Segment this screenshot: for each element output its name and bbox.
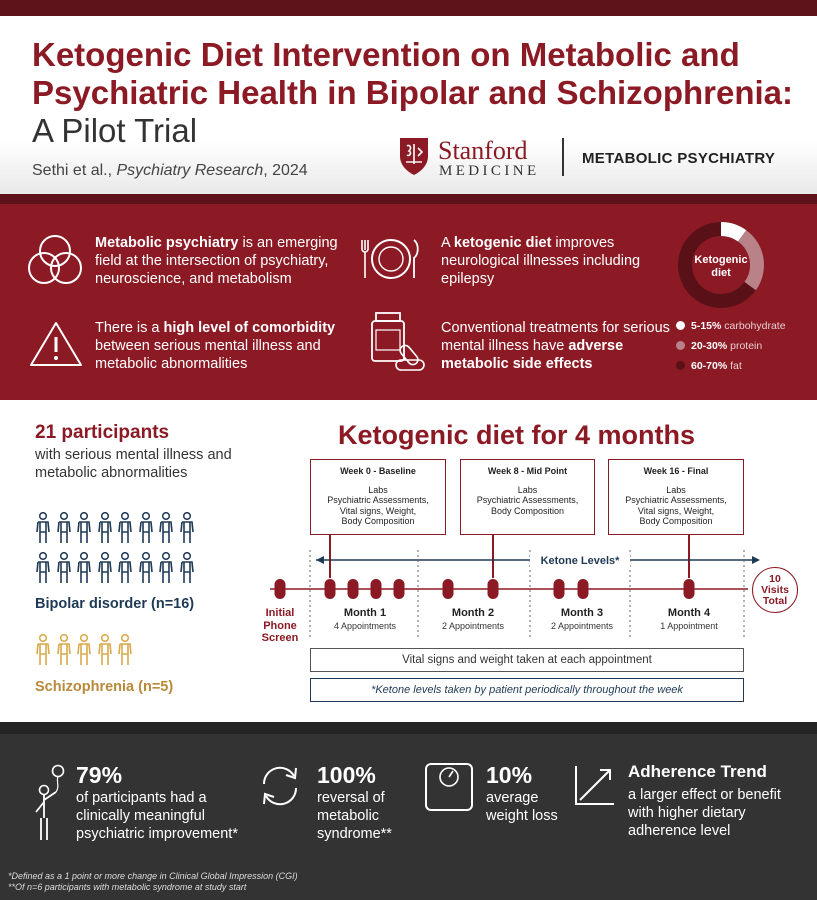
intro-item1-rest: is an emerging field at the intersection of psychiatry, neuroscience, and metabolism bbox=[95, 235, 338, 287]
timeline-box-baseline bbox=[310, 459, 446, 535]
logo-sub: MEDICINE bbox=[439, 163, 540, 179]
box-body: Labs Psychiatric Assessments, Body Composition bbox=[476, 484, 579, 516]
footnote-2: **Of n=6 participants with metabolic syndrome at study start bbox=[8, 882, 247, 892]
month-4-label: Month 4 bbox=[667, 607, 711, 619]
bipolar-label: Bipolar disorder (n=16) bbox=[35, 596, 195, 612]
box-heading: Week 16 - Final bbox=[643, 466, 709, 476]
footnote-1: *Defined as a 1 point or more change in Clinical Global Impression (CGI) bbox=[8, 871, 298, 881]
top-band bbox=[0, 0, 817, 16]
month-2-label: Month 2 bbox=[451, 607, 495, 619]
logo-divider bbox=[562, 138, 564, 176]
schizophrenia-label: Schizophrenia (n=5) bbox=[35, 679, 174, 695]
trend-up-icon bbox=[574, 764, 616, 806]
box-heading: Week 0 - Baseline bbox=[340, 466, 416, 476]
month-2-appointments: 2 Appointments bbox=[441, 621, 505, 631]
box-heading: Week 8 - Mid Point bbox=[487, 466, 568, 476]
scale-icon bbox=[424, 762, 474, 812]
legend-name: carbohydrate bbox=[724, 320, 786, 332]
citation-journal: Psychiatry Research bbox=[116, 162, 264, 179]
intro-item-comorbidity bbox=[95, 319, 345, 373]
intro-item4-bold: adverse metabolic side effects bbox=[441, 338, 624, 372]
result-desc: reversal of metabolic syndrome** bbox=[317, 790, 392, 842]
legend-name: fat bbox=[730, 360, 742, 372]
ketone-note: *Ketone levels taken by patient periodically throughout the week bbox=[310, 678, 744, 702]
visits-word: Visits bbox=[761, 584, 789, 596]
visit-marker bbox=[348, 579, 359, 599]
intro-item-side-effects bbox=[441, 319, 671, 373]
page-title bbox=[32, 36, 802, 112]
shield-icon bbox=[398, 136, 430, 176]
intro-item3-pre: A bbox=[441, 235, 454, 251]
donut-slice-carbohydrate bbox=[721, 229, 742, 236]
box-body: Labs Psychiatric Assessments, Vital signs, Weight, Body Composition bbox=[625, 484, 727, 526]
timeline-graphic bbox=[0, 400, 817, 722]
result-metabolic-syndrome bbox=[317, 762, 427, 843]
legend-dot bbox=[676, 361, 685, 370]
stanford-logo bbox=[398, 136, 798, 196]
intro-item3-rest: improves neurological illnesses including epilepsy bbox=[441, 235, 641, 287]
plate-utensils-icon bbox=[356, 236, 420, 282]
participants-title: 21 participants bbox=[35, 422, 170, 443]
visit-marker bbox=[684, 579, 695, 599]
timeline-box-midpoint bbox=[460, 459, 595, 535]
visit-marker bbox=[371, 579, 382, 599]
visits-count: 10 bbox=[769, 573, 781, 585]
result-value: Adherence Trend bbox=[628, 762, 767, 781]
initial-phone-screen-label: Initial Phone Screen bbox=[261, 607, 299, 644]
study-design-section bbox=[0, 400, 817, 722]
visit-marker bbox=[554, 579, 565, 599]
month-1-label: Month 1 bbox=[343, 607, 387, 619]
pill-bottle-icon bbox=[366, 310, 428, 374]
legend-name: protein bbox=[730, 340, 763, 352]
results-top-band bbox=[0, 722, 817, 734]
visit-marker bbox=[578, 579, 589, 599]
citation-year: , 2024 bbox=[263, 162, 308, 179]
result-desc: a larger effect or benefit with higher dietary adherence level bbox=[628, 787, 781, 839]
result-adherence bbox=[628, 762, 808, 840]
logo-brand: Stanford bbox=[438, 136, 528, 165]
warning-triangle-icon bbox=[28, 320, 84, 368]
result-value: 100% bbox=[317, 762, 376, 788]
legend-pct: 5-15% bbox=[691, 320, 722, 332]
legend-pct: 60-70% bbox=[691, 360, 728, 372]
visit-marker bbox=[325, 579, 336, 599]
month-3-label: Month 3 bbox=[560, 607, 604, 619]
legend-dot bbox=[676, 321, 685, 330]
donut-legend-protein bbox=[676, 340, 762, 352]
results-section bbox=[0, 722, 817, 900]
result-value: 10% bbox=[486, 762, 533, 788]
result-psychiatric bbox=[76, 762, 256, 843]
person-balloon-icon bbox=[30, 764, 70, 842]
intro-item2-bold: high level of comorbidity bbox=[163, 320, 336, 336]
visits-total-badge bbox=[752, 567, 798, 613]
venn-circles-icon bbox=[26, 234, 84, 286]
timeline-box-final bbox=[608, 459, 744, 535]
donut-label bbox=[690, 254, 752, 280]
result-desc: average weight loss bbox=[486, 790, 558, 824]
vitals-note: Vital signs and weight taken at each appointment bbox=[310, 648, 744, 672]
ketone-levels-label: Ketone Levels* bbox=[530, 555, 630, 567]
month-4-appointments: 1 Appointment bbox=[660, 621, 718, 631]
intro-top-band bbox=[0, 194, 817, 204]
title-line-2: Psychiatric Health in Bipolar and Schizophrenia: bbox=[32, 74, 793, 111]
citation-authors: Sethi et al., bbox=[32, 162, 117, 179]
header bbox=[0, 16, 817, 194]
result-value: 79% bbox=[76, 762, 123, 788]
intro-section bbox=[0, 194, 817, 400]
legend-dot bbox=[676, 341, 685, 350]
month-3-appointments: 2 Appointments bbox=[550, 621, 614, 631]
intro-item2-rest: between serious mental illness and metabolic abnormalities bbox=[95, 338, 321, 372]
legend-pct: 20-30% bbox=[691, 340, 728, 352]
citation bbox=[32, 162, 308, 180]
box-body: Labs Psychiatric Assessments, Vital signs, Weight, Body Composition bbox=[327, 484, 429, 526]
intro-item3-bold: ketogenic diet bbox=[453, 235, 552, 251]
cycle-arrows-icon bbox=[256, 762, 304, 810]
participants-subtitle: with serious mental illness and metabolic abnormalities bbox=[35, 447, 232, 481]
visit-marker bbox=[275, 579, 286, 599]
result-desc: of participants had a clinically meaningful psychiatric improvement* bbox=[76, 790, 238, 842]
intro-item2-pre: There is a bbox=[95, 320, 164, 336]
visit-marker bbox=[394, 579, 405, 599]
intro-item4-pre: Conventional treatments for serious mental illness have bbox=[441, 320, 670, 354]
intro-item1-bold: Metabolic psychiatry bbox=[95, 235, 239, 251]
donut-label-line2: diet bbox=[711, 267, 731, 279]
logo-department: METABOLIC PSYCHIATRY bbox=[582, 150, 776, 167]
page-subtitle: A Pilot Trial bbox=[32, 112, 198, 149]
intro-item-metabolic-psychiatry bbox=[95, 234, 345, 288]
title-line-1: Ketogenic Diet Intervention on Metabolic and bbox=[32, 36, 740, 73]
visits-total-word: Total bbox=[762, 595, 788, 607]
timeline-title: Ketogenic diet for 4 months bbox=[338, 420, 696, 450]
intro-item-ketogenic-diet bbox=[441, 234, 641, 288]
visit-marker bbox=[488, 579, 499, 599]
result-weight-loss bbox=[486, 762, 576, 825]
donut-legend-carb bbox=[676, 320, 786, 332]
donut-label-line1: Ketogenic bbox=[694, 254, 748, 266]
month-1-appointments: 4 Appointments bbox=[333, 621, 397, 631]
donut-legend-fat bbox=[676, 360, 742, 372]
visit-marker bbox=[443, 579, 454, 599]
